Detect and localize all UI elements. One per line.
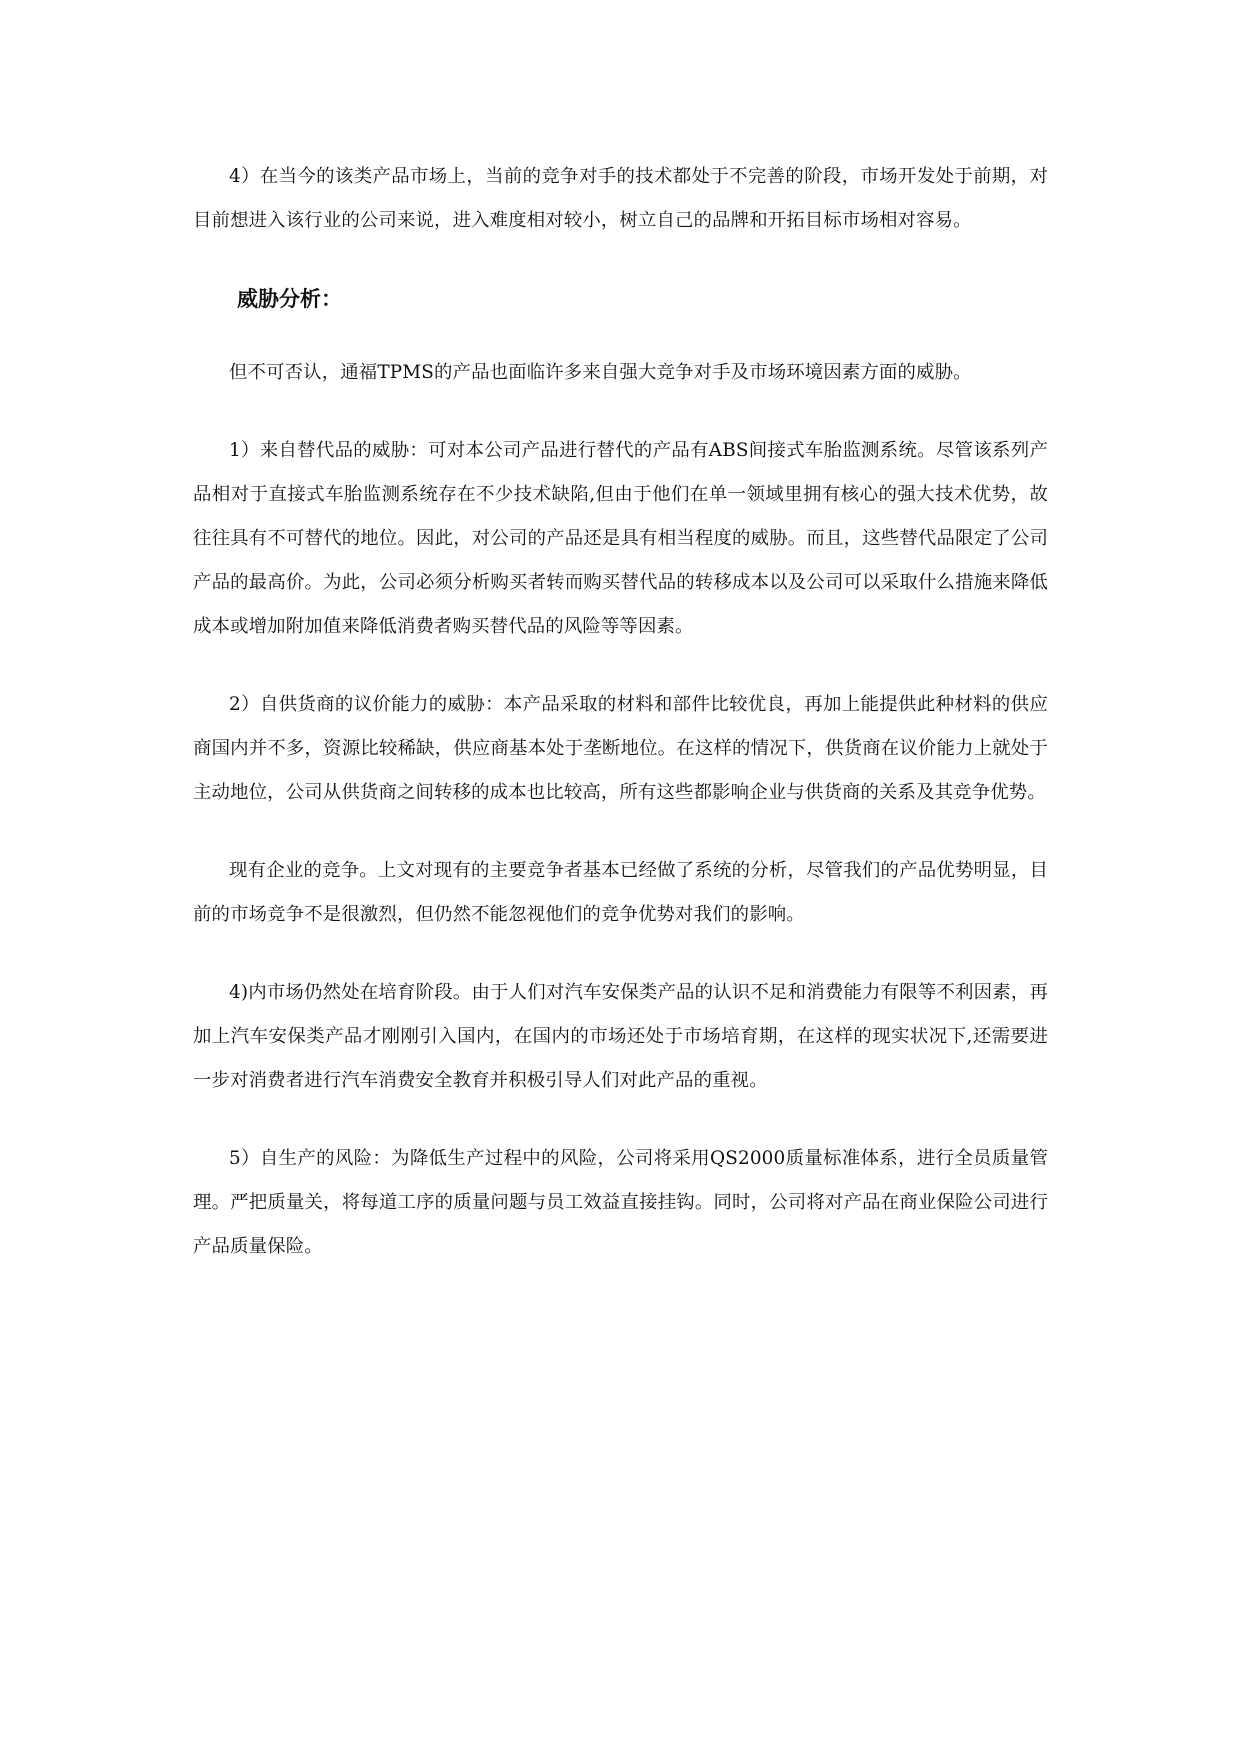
section-heading-threat-analysis: 威胁分析： (237, 287, 342, 311)
paragraph-market-cultivation: 4)内市场仍然处在培育阶段。由于人们对汽车安保类产品的认识不足和消费能力有限等不利因素，再加上汽车安保类产品才刚刚引入国内，在国内的市场还处于市场培育期，在这样的现实状况下,还需要进一步对消费者进行汽车消费安全教育并积极引导人们对此产品的重视。 (193, 982, 1048, 1091)
paragraph-production-risk: 5）自生产的风险：为降低生产过程中的风险，公司将采用QS2000质量标准体系，进行全员质量管理。严把质量关，将每道工序的质量问题与员工效益直接挂钩。同时，公司将对产品在商业保险公司进行产品质量保险。 (193, 1148, 1048, 1257)
paragraph-existing-competition: 现有企业的竞争。上文对现有的主要竞争者基本已经做了系统的分析，尽管我们的产品优势明显，目前的市场竞争不是很激烈，但仍然不能忽视他们的竞争优势对我们的影响。 (193, 860, 1048, 925)
paragraph-substitute-threat: 1）来自替代品的威胁：可对本公司产品进行替代的产品有ABS间接式车胎监测系统。尽管该系列产品相对于直接式车胎监测系统存在不少技术缺陷,但由于他们在单一领域里拥有核心的强大技术优势，故往往具有不可替代的地位。因此，对公司的产品还是具有相当程度的威胁。而且，这些替代品限定了公司产品的最高价。为此，公司必须分析购买者转而购买替代品的转移成本以及公司可以采取什么措施来降低成本或增加附加值来降低消费者购买替代品的风险等等因素。 (193, 440, 1048, 637)
paragraph-supplier-threat: 2）自供货商的议价能力的威胁：本产品采取的材料和部件比较优良，再加上能提供此种材料的供应商国内并不多，资源比较稀缺，供应商基本处于垄断地位。在这样的情况下，供货商在议价能力上就处于主动地位，公司从供货商之间转移的成本也比较高，所有这些都影响企业与供货商的关系及其竞争优势。 (193, 694, 1048, 803)
document-body (193, 155, 1048, 1303)
paragraph-market-opportunity: 4）在当今的该类产品市场上，当前的竞争对手的技术都处于不完善的阶段，市场开发处于前期，对目前想进入该行业的公司来说，进入难度相对较小，树立自己的品牌和开拓目标市场相对容易。 (193, 166, 1048, 231)
paragraph-threat-intro: 但不可否认，通福TPMS的产品也面临许多来自强大竞争对手及市场环境因素方面的威胁。 (229, 362, 972, 383)
